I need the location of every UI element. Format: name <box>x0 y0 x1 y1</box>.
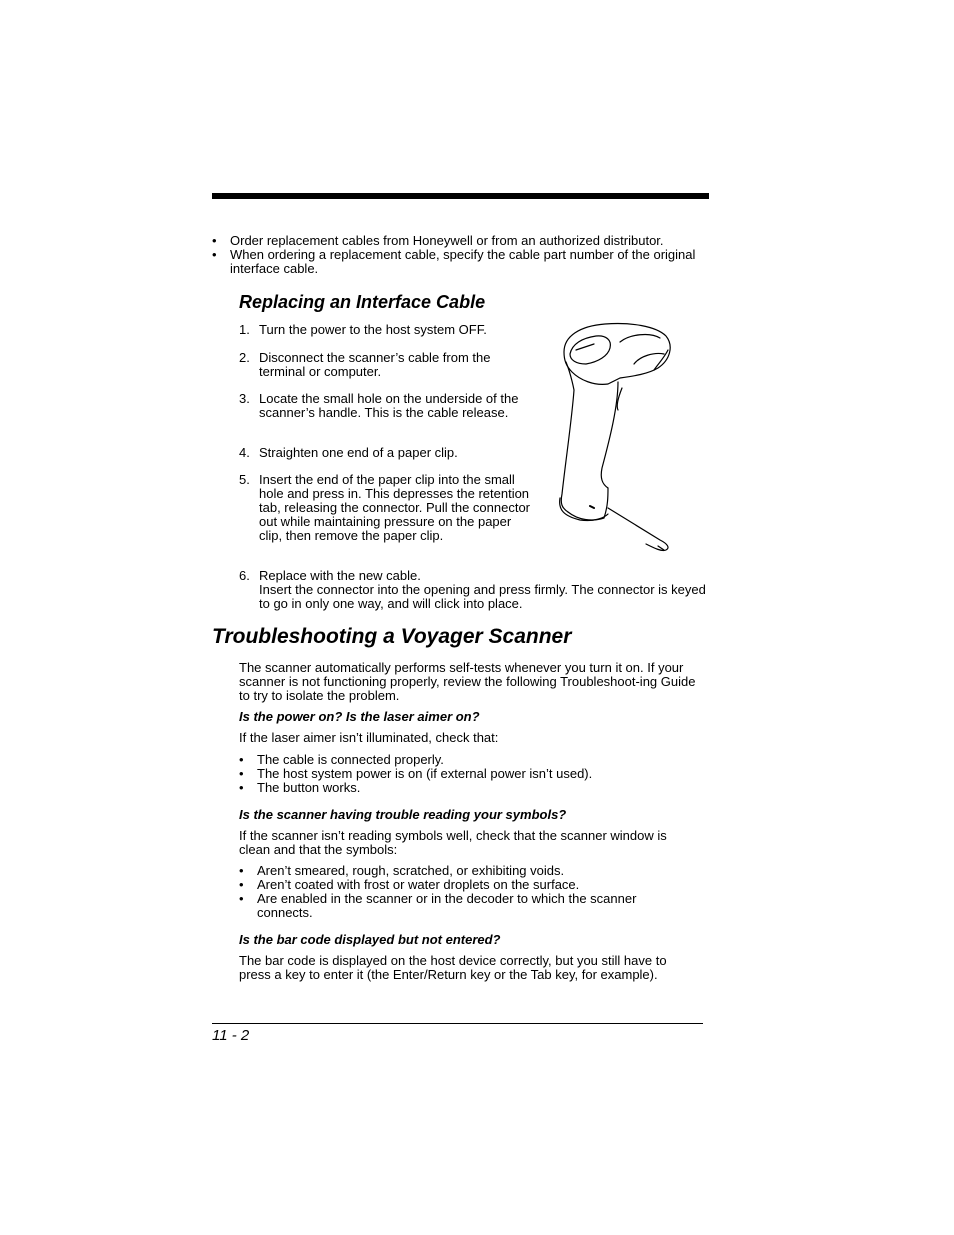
step-item: 3. Locate the small hole on the underside of the scanner’s handle. This is the cable release. <box>239 391 519 420</box>
q2-intro: If the scanner isn’t reading symbols well, check that the scanner window is clean and that the symbols: <box>239 828 667 857</box>
q1-list <box>239 753 709 795</box>
cable-steps-list-4 <box>239 446 539 460</box>
cable-steps-list <box>239 323 539 337</box>
cable-steps-list-3 <box>239 392 524 420</box>
intro-bullet-list <box>212 234 712 276</box>
cable-steps-list-6 <box>239 569 714 611</box>
section-heading-replacing-cable: Replacing an Interface Cable <box>239 292 486 312</box>
cable-steps-list-2 <box>239 351 524 379</box>
list-item: • The host system power is on (if external power isn’t used). <box>239 767 709 781</box>
list-item: • Order replacement cables from Honeywell or from an authorized distributor. <box>212 234 712 248</box>
troubleshooting-intro: The scanner automatically performs self-tests whenever you turn it on. If your scanner is not functioning properly, review the following Troubleshoot-ing Guide to try to isolate the problem. <box>239 660 696 703</box>
step-item: 6. Replace with the new cable. Insert the connector into the opening and press firmly. The connector is keyed to go in only one way, and will click into place. <box>239 568 706 611</box>
page-number: 11 - 2 <box>212 1027 250 1044</box>
scanner-illustration <box>550 318 680 558</box>
list-item: • Are enabled in the scanner or in the decoder to which the scanner connects. <box>239 892 679 920</box>
q3-text: The bar code is displayed on the host device correctly, but you still have to press a key to enter it (the Enter/Return key or the Tab key, for example). <box>239 953 667 982</box>
step-item: 5. Insert the end of the paper clip into the small hole and press in. This depresses the retention tab, releasing the connector. Pull the connector out while maintaining pressure on the paper clip, then remove the paper clip. <box>239 472 531 543</box>
question-barcode: Is the bar code displayed but not entered? <box>239 932 501 947</box>
section-heading-troubleshooting: Troubleshooting a Voyager Scanner <box>212 625 572 648</box>
footer-rule <box>212 1023 703 1024</box>
list-item: • Aren’t coated with frost or water droplets on the surface. <box>239 878 679 892</box>
question-reading: Is the scanner having trouble reading your symbols? <box>239 807 567 822</box>
list-item: • The cable is connected properly. <box>239 753 709 767</box>
step-item: 4. Straighten one end of a paper clip. <box>239 445 458 460</box>
header-rule <box>212 193 709 199</box>
list-item: • When ordering a replacement cable, specify the cable part number of the original interface cable. <box>212 248 712 276</box>
step-item: 1. Turn the power to the host system OFF. <box>239 322 487 337</box>
list-item: • Aren’t smeared, rough, scratched, or exhibiting voids. <box>239 864 679 878</box>
q1-intro: If the laser aimer isn’t illuminated, check that: <box>239 730 499 745</box>
list-item: • The button works. <box>239 781 709 795</box>
step-item: 2. Disconnect the scanner’s cable from the terminal or computer. <box>239 350 491 379</box>
cable-steps-list-5 <box>239 473 537 543</box>
q2-list <box>239 864 679 920</box>
question-power: Is the power on? Is the laser aimer on? <box>239 709 480 724</box>
